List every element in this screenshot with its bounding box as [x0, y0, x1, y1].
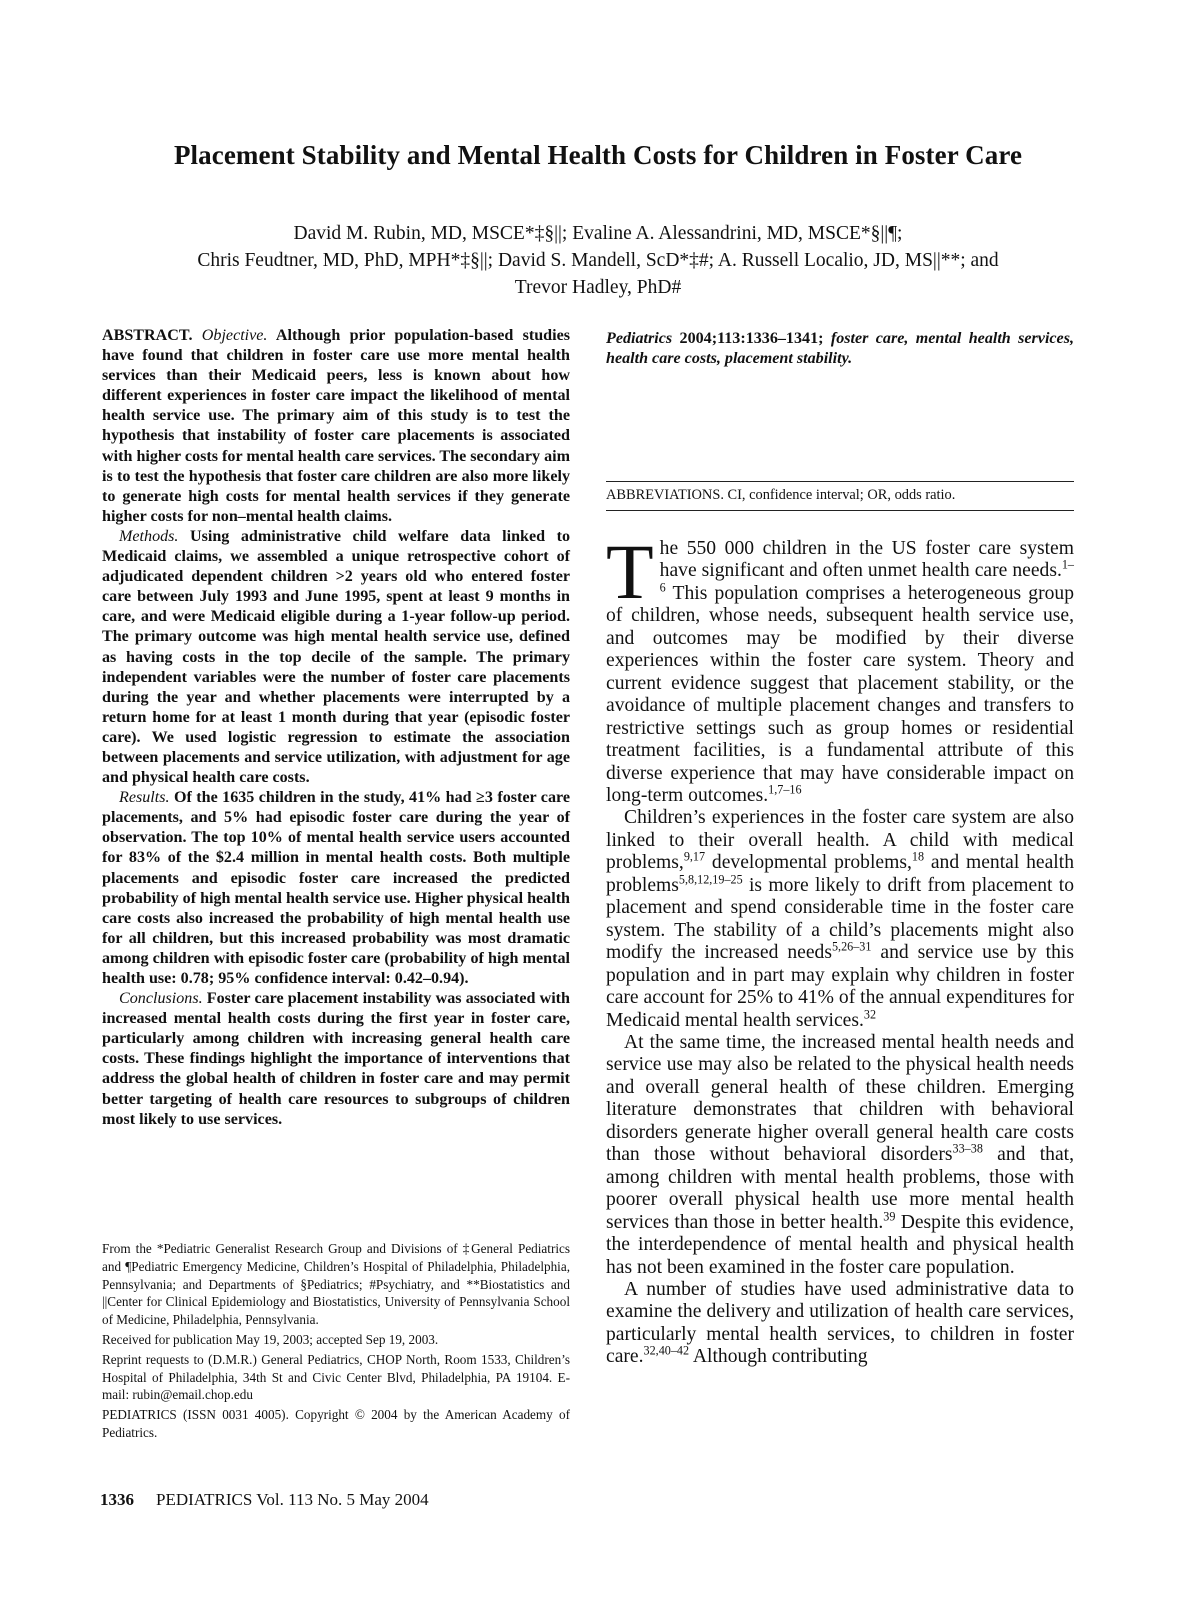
keywords: foster care, mental health services, health care costs, placement stability. — [606, 330, 1074, 368]
copyright-note: PEDIATRICS (ISSN 0031 4005). Copyright © 2004 by the American Academy of Pediatrics. — [102, 1407, 570, 1440]
text-run: At the same time, the increased mental health needs and service use may also be related to the physical health needs and overall general health of these children. Emerging literature demonstrates that children with behavioral disorders generate higher overall general health care costs than those without behavioral disorders — [606, 1031, 1074, 1166]
citation-superscript: 9,17 — [683, 849, 706, 864]
author-list — [100, 220, 1096, 301]
text-run: developmental problems, — [705, 852, 912, 874]
methods-label: Methods. — [119, 527, 179, 545]
objective-text: Although prior population-based studies have found that children in foster care use more mental health services than their Medicaid peers, less is known about how different experiences in foster care impact the likelihood of mental health service use. The primary aim of this study is to test the hypothesis that instability of foster care placements is associated with higher costs for mental health care services. The secondary aim is to test the hypothesis that foster care children are also more likely to generate high costs for mental health services if they generate higher costs for non–mental health claims. — [102, 327, 570, 525]
abstract-objective — [102, 326, 570, 527]
citation-superscript: 1–6 — [659, 557, 1074, 595]
objective-label: Objective. — [201, 327, 268, 344]
paragraph — [606, 1032, 1074, 1279]
author-line: Trevor Hadley, PhD# — [514, 277, 682, 298]
text-run: Children’s experiences in the foster care system are also linked to their overall health. A child with medical problems, — [606, 807, 1074, 874]
abstract-results — [102, 788, 570, 989]
abstract-citation — [606, 329, 1074, 370]
citation-superscript: 5,26–31 — [831, 939, 872, 954]
received-note: Received for publication May 19, 2003; accepted Sep 19, 2003. — [102, 1331, 439, 1347]
results-text: Of the 1635 children in the study, 41% had ≥3 foster care placements, and 5% had episodic foster care during the year of observation. The top 10% of mental health service users accounted for 83% of the $2.4 million in mental health costs. Both multiple placements and episodic foster care increased the predicted probability of high mental health service use. Higher physical health care costs also increased the probability of high mental health use for all children, but this increased probability was most dramatic among children with episodic foster care (probability of high mental health use: 0.78; 95% confidence interval: 0.42–0.94). — [102, 789, 570, 987]
text-run: This population comprises a heterogeneous group of children, whose needs, subsequent health service use, and outcomes may be modified by their diverse experiences within the foster care system. Theory and current evidence suggest that placement stability, or the avoidance of multiple placement changes and transfers to restrictive settings such as group homes or residential treatment facilities, is a fundamental attribute of this diverse experience that may have considerable impact on long-term outcomes. — [606, 582, 1074, 806]
paragraph — [606, 1279, 1074, 1369]
abstract — [102, 326, 570, 1130]
text-run: and that, among children with mental health problems, those with poorer overall physical health use more mental health services than those in better health. — [606, 1144, 1074, 1233]
text-run: is more likely to drift from placement to placement and spend considerable time in the foster care system. The stability of a child’s placements might also modify the increased needs — [606, 874, 1074, 964]
citation-superscript: 32 — [863, 1006, 877, 1021]
citation-superscript: 39 — [883, 1209, 896, 1224]
text-run: and mental health problems — [606, 852, 1074, 896]
citation-ref: 2004;113:1336–1341; — [679, 330, 824, 347]
footnotes — [102, 1240, 570, 1444]
abstract-conclusions — [102, 989, 570, 1130]
paragraph — [606, 807, 1074, 1032]
paragraph — [606, 528, 1074, 807]
reprint-note: Reprint requests to (D.M.R.) General Pediatrics, CHOP North, Room 1533, Children’s Hospital of Philadelphia, 34th St and Civic Center Blvd, Philadelphia, PA 19104. E-mail: rubin@email.chop.edu — [102, 1351, 570, 1403]
text-run: he 550 000 children in the US foster care system have significant and often unmet health care needs. — [659, 538, 1074, 582]
divider — [606, 510, 1074, 511]
citation-superscript: 18 — [911, 849, 925, 864]
page-number: 1336 — [100, 1490, 134, 1509]
affiliations-note: From the *Pediatric Generalist Research Group and Divisions of ‡General Pediatrics and ¶Pediatric Emergency Medicine, Children’s Hospital of Philadelphia, Philadelphia, Pennsylvania; and Departments of §Pediatrics; #Psychiatry, and **Biostatistics and ||Center for Clinical Epidemiology and Biostatistics, University of Pennsylvania School of Medicine, Philadelphia, Pennsylvania. — [102, 1241, 570, 1328]
citation-superscript: 32,40–42 — [643, 1343, 690, 1358]
results-label: Results. — [119, 789, 170, 807]
drop-cap: T — [606, 528, 654, 615]
conclusions-text: Foster care placement instability was associated with increased mental health costs during the first year in foster care, particularly among children with increasing general health care costs. These findings highlight the importance of interventions that address the global health of children in foster care and may permit better targeting of health care resources to subgroups of children most likely to use services. — [102, 990, 570, 1128]
divider — [606, 481, 1074, 482]
abstract-label: ABSTRACT. — [102, 327, 193, 344]
body-text — [606, 528, 1074, 1369]
abstract-methods — [102, 527, 570, 788]
citation-superscript: 1,7–16 — [768, 782, 802, 797]
text-run: A number of studies have used administrative data to examine the delivery and utilization of health care services, particularly mental health services, to children in foster care. — [606, 1278, 1074, 1368]
text-run: Although contributing — [689, 1346, 868, 1368]
author-line: Chris Feudtner, MD, PhD, MPH*‡§||; David S. Mandell, ScD*‡#; A. Russell Localio, JD, MS||**; and — [197, 250, 999, 271]
citation-superscript: 33–38 — [952, 1141, 983, 1156]
citation-journal: Pediatrics — [606, 330, 673, 347]
journal-issue: PEDIATRICS Vol. 113 No. 5 May 2004 — [156, 1490, 429, 1509]
text-run: Despite this evidence, the interdependence of mental health and physical health has not been examined in the foster care population. — [606, 1211, 1074, 1278]
author-line: David M. Rubin, MD, MSCE*‡§||; Evaline A. Alessandrini, MD, MSCE*§||¶; — [293, 223, 903, 244]
citation-superscript: 5,8,12,19–25 — [678, 872, 743, 887]
text-run: and service use by this population and in part may explain why children in foster care account for 25% to 41% of the annual expenditures for Medicaid mental health services. — [606, 942, 1074, 1031]
methods-text: Using administrative child welfare data linked to Medicaid claims, we assembled a unique retrospective cohort of adjudicated dependent children >2 years old who entered foster care between July 1993 and June 1995, spent at least 9 months in care, and were Medicaid eligible during a 1-year follow-up period. The primary outcome was high mental health service use, defined as having costs in the top decile of the sample. The primary independent variables were the number of foster care placements during the year and whether placements were interrupted by a return home for at least 1 month during that year (episodic foster care). We used logistic regression to estimate the association between placements and service utilization, with adjustment for age and physical health care costs. — [102, 527, 570, 787]
abbreviations: ABBREVIATIONS. CI, confidence interval; OR, odds ratio. — [606, 487, 956, 503]
article-title: Placement Stability and Mental Health Costs for Children in Foster Care — [173, 140, 1023, 170]
conclusions-label: Conclusions. — [119, 990, 203, 1008]
page-footer — [100, 1490, 429, 1510]
